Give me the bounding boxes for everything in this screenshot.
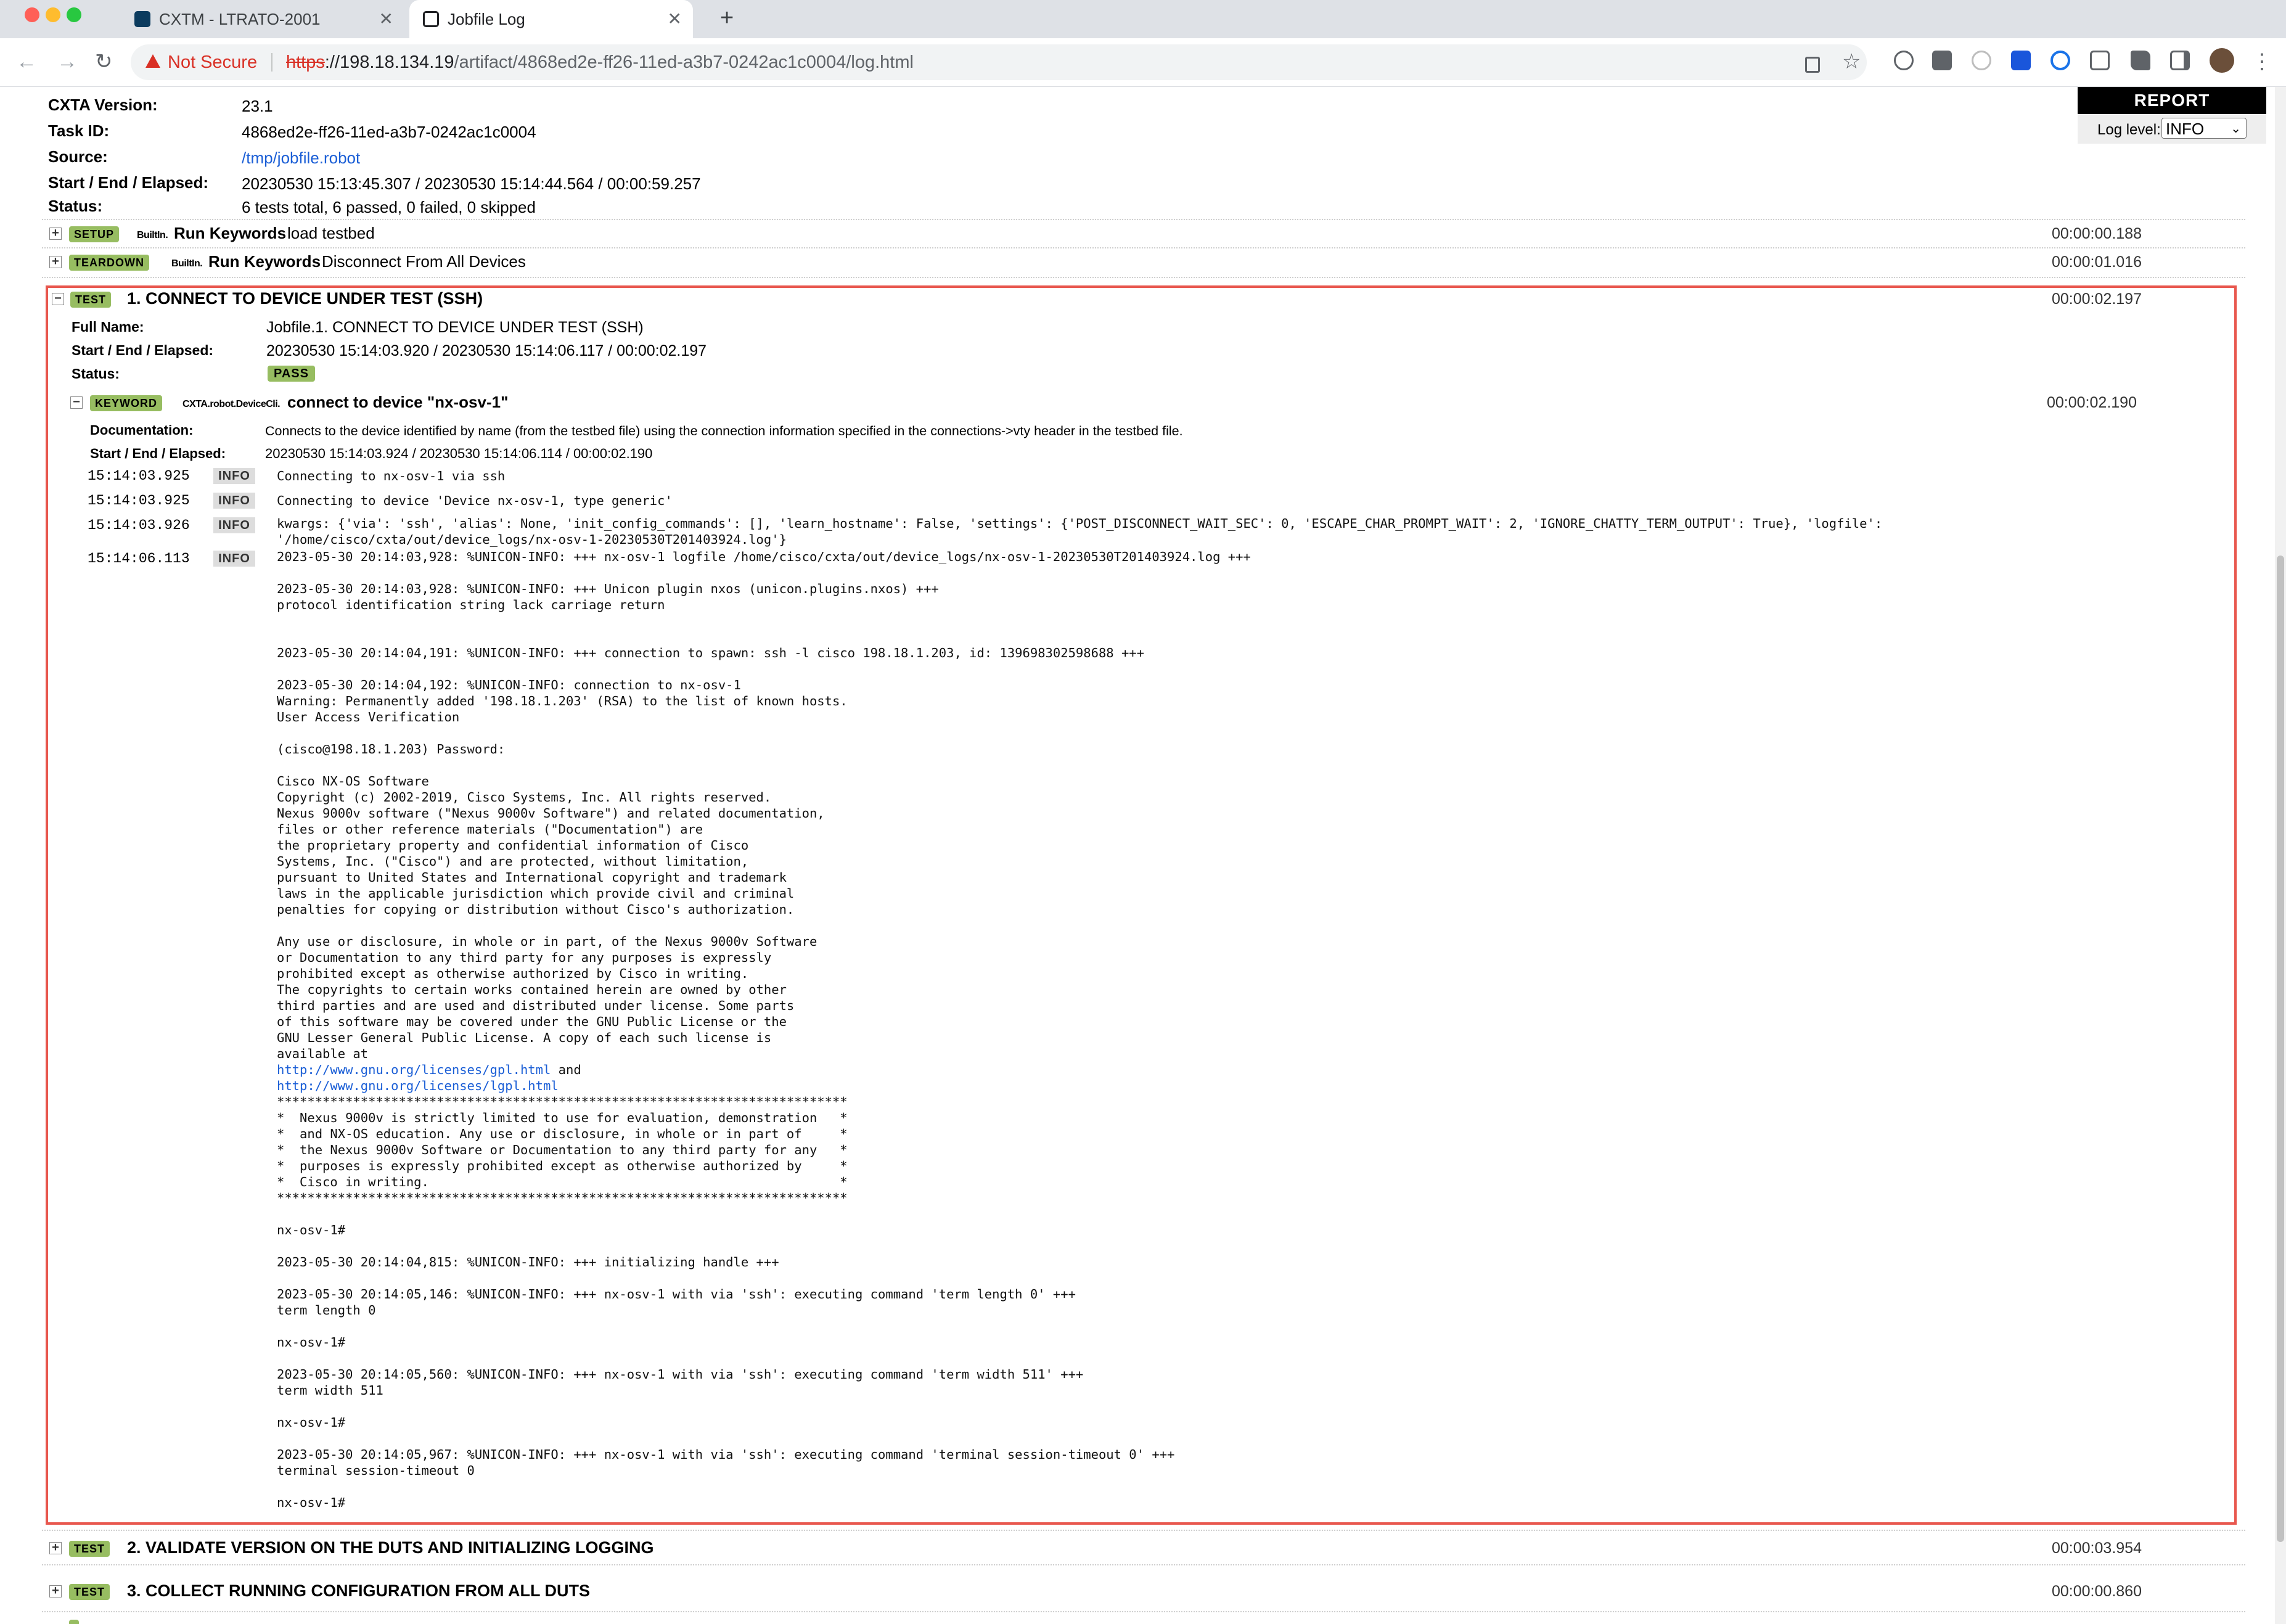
elapsed-time: 00:00:03.954 <box>2052 1540 2142 1557</box>
suite-times-value: 20230530 15:13:45.307 / 20230530 15:14:44.564 / 00:00:59.257 <box>242 174 701 193</box>
expand-icon[interactable]: + <box>49 256 62 268</box>
url-text[interactable] <box>286 44 914 80</box>
test-times-label: Start / End / Elapsed: <box>72 342 214 358</box>
elapsed-time: 00:00:00.188 <box>2052 225 2142 242</box>
forward-icon[interactable]: → <box>57 50 78 73</box>
chevron-down-icon: ⌄ <box>2231 122 2241 136</box>
message-time: 15:14:03.925 <box>88 468 190 484</box>
keyword-library: CXTA.robot.DeviceCli. <box>182 399 281 409</box>
keyword-badge: KEYWORD <box>90 395 162 411</box>
close-window-button[interactable] <box>25 7 39 22</box>
test-badge: TEST <box>69 1584 110 1600</box>
divider <box>42 247 2245 248</box>
log-text: and <box>551 1062 581 1077</box>
extension-icon[interactable] <box>2050 51 2070 70</box>
divider <box>42 1530 2245 1531</box>
url-host: ://198.18.134.19 <box>324 52 454 72</box>
message-time: 15:14:06.113 <box>88 551 190 567</box>
log-text: 2023-05-30 20:14:03,928: %UNICON-INFO: +++ Unicon plugin nxos (unicon.plugins.nxos) +++ protocol identification string lack carriage return 2023-05-30 20:14:04,191: %UNICON-INFO: +++ connection to spawn: ssh -l cisco 198.18.1.203, id: 139698302598688 +++ 2023-05-30 20:14:04,192: %UNICON-INFO: connection to nx-osv-1 Warning: Permanently added '198.18.1.203' (RSA) to the list of known hosts. User Access Verification (cisco@198.18.1.203) Password: Cisco NX-OS Software Copyright (c) 2002-2019, Cisco Systems, Inc. All rights reserved. Nexus 9000v software ("Nexus 9000v Software") and related documentation, files or other reference materials ("Documentation") are the proprietary property and confidential information of Cisco Systems, Inc. ("Cisco") and are protected, without limitation, pursuant to United States and International copyright and trademark laws in the applicable jurisdiction which provide civil and criminal penalties for copying or distribution without Cisco's authorization. Any use or disclosure, in whole or in part, of the Nexus 9000v Software or Documentation to any third party for any purposes is expressly prohibited except as otherwise authorized by Cisco in writing. The copyrights to certain works contained herein are owned by other third parties and are used and distributed under license. Some parts of this software may be covered under the GNU Public License or the GNU Lesser General Public License. A copy of each such license is available at <box>277 581 1144 1061</box>
tab-title: CXTM - LTRATO-2001 <box>159 10 321 28</box>
profile-avatar[interactable] <box>2210 48 2234 73</box>
close-tab-icon[interactable]: ✕ <box>667 9 682 28</box>
log-message: 2023-05-30 20:14:03,928: %UNICON-INFO: +++ nx-osv-1 logfile /home/cisco/cxta/out/device_logs/nx-osv-1-20230530T201403924.log +++ <box>277 549 1251 564</box>
message-time: 15:14:03.925 <box>88 493 190 509</box>
url-scheme: https <box>286 52 325 72</box>
divider <box>271 53 272 72</box>
divider <box>42 277 2245 278</box>
cxtm-favicon-icon <box>134 11 150 27</box>
browser-tab-bar <box>0 0 2286 38</box>
lgpl-link[interactable]: http://www.gnu.org/licenses/lgpl.html <box>277 1078 559 1093</box>
new-tab-button[interactable]: + <box>720 5 734 31</box>
divider <box>42 1611 2245 1612</box>
test-status-label: Status: <box>72 366 120 382</box>
documentation-label: Documentation: <box>90 422 194 438</box>
source-link[interactable]: /tmp/jobfile.robot <box>242 149 361 167</box>
reload-icon[interactable]: ↻ <box>95 50 113 73</box>
url-path: /artifact/4868ed2e-ff26-11ed-a3b7-0242ac1c0004/log.html <box>454 52 914 72</box>
test-title[interactable]: 1. CONNECT TO DEVICE UNDER TEST (SSH) <box>127 289 483 308</box>
log-message: Connecting to nx-osv-1 via ssh <box>277 469 506 483</box>
extension-icon[interactable] <box>1932 51 1952 70</box>
password-manager-icon[interactable] <box>2011 51 2031 70</box>
report-button[interactable]: REPORT <box>2078 87 2266 114</box>
elapsed-time: 00:00:02.190 <box>2047 394 2137 411</box>
tab-title: Jobfile Log <box>448 10 525 28</box>
divider <box>42 1564 2245 1565</box>
level-badge: INFO <box>213 468 255 484</box>
log-level-select[interactable] <box>2161 118 2247 139</box>
log-level-control <box>2078 114 2266 144</box>
page-scrollbar[interactable] <box>2275 87 2286 1624</box>
keyword-library: BuiltIn. <box>171 258 203 269</box>
level-badge: INFO <box>213 493 255 509</box>
suite-status-label: Status: <box>48 197 103 215</box>
expand-icon[interactable]: + <box>49 1542 62 1554</box>
log-message: kwargs: {'via': 'ssh', 'alias': None, 'init_config_commands': [], 'learn_hostname': False, 'settings': {'POST_DISCONNECT_WAIT_SEC': 0, 'ESCAPE_CHAR_PROMPT_WAIT': 2, 'IGNORE_CHATTY_TERM_OUTPUT': True}, 'logfile': '/home/cisco/cxta/out/device_logs/nx-osv-1-20230530T201403924.log'} <box>277 516 1883 547</box>
status-badge: PASS <box>268 366 315 382</box>
source-label: Source: <box>48 147 108 166</box>
test-badge: TEST <box>69 1541 110 1557</box>
suite-status-value: 6 tests total, 6 passed, 0 failed, 0 skipped <box>242 198 536 216</box>
test-badge-partial <box>69 1620 79 1624</box>
keyword-times-label: Start / End / Elapsed: <box>90 446 226 461</box>
device-log-output <box>277 581 1174 1511</box>
scrollbar-thumb[interactable] <box>2277 556 2284 1542</box>
test-badge: TEST <box>70 292 111 308</box>
test-title[interactable]: 3. COLLECT RUNNING CONFIGURATION FROM ALL DUTS <box>127 1581 590 1600</box>
task-id-value: 4868ed2e-ff26-11ed-a3b7-0242ac1c0004 <box>242 123 536 141</box>
cxta-version-value: 23.1 <box>242 97 273 115</box>
extension-icon[interactable] <box>1894 51 1914 70</box>
keyword-name: Run Keywords <box>174 224 287 242</box>
log-favicon-icon <box>423 11 439 27</box>
keyword-args: load testbed <box>287 224 375 242</box>
log-page <box>0 87 2275 1624</box>
test-title[interactable]: 2. VALIDATE VERSION ON THE DUTS AND INITIALIZING LOGGING <box>127 1538 654 1557</box>
tab-jobfile-log[interactable] <box>409 0 693 38</box>
keyword-name: Run Keywords <box>208 252 321 271</box>
warning-icon <box>145 54 160 68</box>
address-bar[interactable] <box>131 44 1867 80</box>
task-id-label: Task ID: <box>48 121 110 140</box>
log-level-value: INFO <box>2166 120 2205 138</box>
elapsed-time: 00:00:01.016 <box>2052 253 2142 271</box>
tab-cxtm[interactable] <box>121 0 404 38</box>
extensions-puzzle-icon[interactable] <box>2131 51 2150 70</box>
gpl-link[interactable]: http://www.gnu.org/licenses/gpl.html <box>277 1062 551 1077</box>
elapsed-time: 00:00:02.197 <box>2052 290 2142 308</box>
keyword-name[interactable]: connect to device "nx-osv-1" <box>287 393 509 411</box>
side-panel-icon[interactable] <box>2170 51 2190 70</box>
setup-badge: SETUP <box>69 226 119 242</box>
full-name-value: Jobfile.1. CONNECT TO DEVICE UNDER TEST (SSH) <box>266 319 644 336</box>
documentation-text: Connects to the device identified by name (from the testbed file) using the connection information specified in the connections->vty header in the testbed file. <box>265 424 1183 438</box>
teardown-badge: TEARDOWN <box>69 255 149 271</box>
expand-icon[interactable]: + <box>49 1585 62 1597</box>
level-badge: INFO <box>213 551 255 567</box>
share-icon[interactable] <box>1805 57 1820 73</box>
browser-toolbar <box>0 38 2286 87</box>
extension-icon[interactable] <box>1972 51 1991 70</box>
more-menu-icon[interactable]: ⋮ <box>2251 50 2272 73</box>
collapse-icon[interactable]: − <box>52 293 64 305</box>
screenshot-icon[interactable] <box>2090 51 2110 70</box>
collapse-icon[interactable]: − <box>70 396 83 409</box>
full-name-label: Full Name: <box>72 319 144 335</box>
log-level-label: Log level: <box>2097 121 2161 138</box>
close-tab-icon[interactable]: ✕ <box>379 9 393 28</box>
bookmark-star-icon[interactable]: ☆ <box>1842 50 1861 73</box>
divider <box>42 219 2245 220</box>
keyword-args: Disconnect From All Devices <box>322 252 526 271</box>
zoom-window-button[interactable] <box>67 7 81 22</box>
security-indicator[interactable]: Not Secure <box>168 52 258 72</box>
message-time: 15:14:03.926 <box>88 517 190 533</box>
cxta-version-label: CXTA Version: <box>48 96 158 114</box>
suite-times-label: Start / End / Elapsed: <box>48 173 209 192</box>
log-text: *************************************************************************** * Nexus 9000v is strictly limited to use for evaluation, demonstration * * and NX-OS education. Any use or disclosure, in whole or in part of * * the Nexus 9000v Software or Documentation to any third party for any * * purposes is expressly prohibited except as otherwise authorized by * * Cisco in writing. * *************************************************************************** nx-osv-1# 2023-05-30 20:14:04,815: %UNICON-INFO: +++ initializing handle +++ 2023-05-30 20:14:05,146: %UNICON-INFO: +++ nx-osv-1 with via 'ssh': executing command 'term length 0' +++ term length 0 nx-osv-1# 2023-05-30 20:14:05,560: %UNICON-INFO: +++ nx-osv-1 with via 'ssh': executing command 'term width 511' +++ term width 511 nx-osv-1# 2023-05-30 20:14:05,967: %UNICON-INFO: +++ nx-osv-1 with via 'ssh': executing command 'terminal session-timeout 0' +++ terminal session-timeout 0 nx-osv-1# <box>277 1094 1175 1510</box>
test-times-value: 20230530 15:14:03.920 / 20230530 15:14:06.117 / 00:00:02.197 <box>266 342 707 359</box>
expand-icon[interactable]: + <box>49 228 62 240</box>
level-badge: INFO <box>213 517 255 533</box>
keyword-library: BuiltIn. <box>137 230 168 240</box>
elapsed-time: 00:00:00.860 <box>2052 1583 2142 1600</box>
back-icon[interactable]: ← <box>16 50 37 73</box>
minimize-window-button[interactable] <box>46 7 60 22</box>
log-message: Connecting to device 'Device nx-osv-1, type generic' <box>277 493 673 508</box>
keyword-times-value: 20230530 15:14:03.924 / 20230530 15:14:06.114 / 00:00:02.190 <box>265 446 653 461</box>
